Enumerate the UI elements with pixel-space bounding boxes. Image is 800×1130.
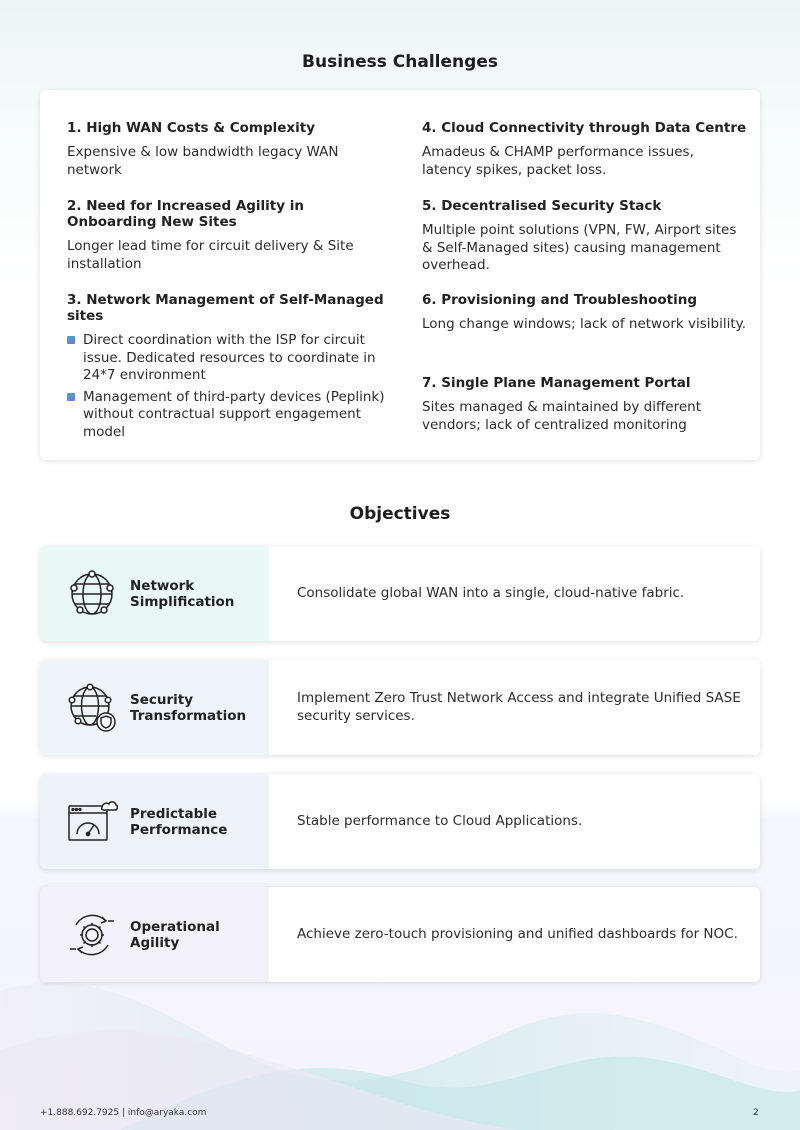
challenge-item — [422, 292, 747, 334]
objective-label-panel — [40, 660, 269, 755]
objective-title: Operational Agility — [130, 918, 220, 951]
challenge-item — [67, 120, 397, 179]
challenge-description: Longer lead time for circuit delivery & Site installation — [67, 238, 354, 272]
challenge-title: 3. Network Management of Self-Managed sites — [67, 292, 384, 324]
challenge-title: 7. Single Plane Management Portal — [422, 375, 691, 391]
challenge-title: 6. Provisioning and Troubleshooting — [422, 292, 697, 308]
objective-title: Security Transformation — [130, 691, 247, 724]
footer-contact: +1.888.692.7925 | info@aryaka.com — [40, 1108, 207, 1118]
challenge-description: Long change windows; lack of network visibility. — [422, 316, 746, 332]
objective-card — [40, 887, 760, 982]
challenge-description: Multiple point solutions (VPN, FW, Airport sites & Self-Managed sites) causing management overhead. — [422, 222, 737, 273]
objective-title: Network Simplification — [130, 577, 235, 610]
challenge-title: 2. Need for Increased Agility in Onboarding New Sites — [67, 198, 305, 230]
page-number: 2 — [753, 1108, 759, 1118]
objective-label-panel — [40, 546, 269, 641]
objective-description: Achieve zero-touch provisioning and unified dashboards for NOC. — [297, 925, 738, 942]
objective-label-panel — [40, 887, 269, 982]
bullet-square-icon — [67, 393, 75, 401]
challenge-item — [422, 120, 747, 179]
challenge-description: Expensive & low bandwidth legacy WAN network — [67, 144, 339, 178]
bullet-text: Direct coordination with the ISP for circuit issue. Dedicated resources to coordinate in 24*7 environment — [83, 332, 376, 383]
cloud-gauge-icon — [66, 796, 118, 848]
challenge-title: 5. Decentralised Security Stack — [422, 198, 662, 214]
challenge-bullet-list — [67, 332, 397, 441]
challenge-bullet — [67, 332, 397, 385]
objective-label-panel — [40, 774, 269, 869]
challenge-item — [67, 292, 397, 445]
objective-card — [40, 546, 760, 641]
bullet-text: Management of third-party devices (Peplink) without contractual support engagement model — [83, 388, 385, 440]
challenge-title: 4. Cloud Connectivity through Data Centre — [422, 120, 747, 136]
globe-shield-icon — [66, 682, 118, 734]
objective-title: Predictable Performance — [130, 805, 228, 838]
challenge-item — [422, 375, 747, 434]
objective-card — [40, 774, 760, 869]
challenge-bullet — [67, 389, 397, 442]
challenges-heading: Business Challenges — [302, 52, 498, 72]
objective-description: Stable performance to Cloud Applications. — [297, 812, 583, 829]
challenges-card — [40, 90, 760, 460]
globe-network-icon — [66, 568, 118, 620]
challenge-title: 1. High WAN Costs & Complexity — [67, 120, 316, 136]
challenge-description: Amadeus & CHAMP performance issues, latency spikes, packet loss. — [422, 144, 694, 178]
challenge-item — [422, 198, 747, 275]
bullet-square-icon — [67, 336, 75, 344]
objective-description: Consolidate global WAN into a single, cloud-native fabric. — [297, 584, 685, 601]
objectives-heading: Objectives — [349, 504, 451, 524]
gear-cycle-icon — [66, 909, 118, 961]
challenge-description: Sites managed & maintained by different vendors; lack of centralized monitoring — [422, 399, 702, 433]
challenge-item — [67, 198, 397, 273]
objective-description: Implement Zero Trust Network Access and integrate Unified SASE security services. — [297, 690, 741, 724]
objective-card — [40, 660, 760, 755]
